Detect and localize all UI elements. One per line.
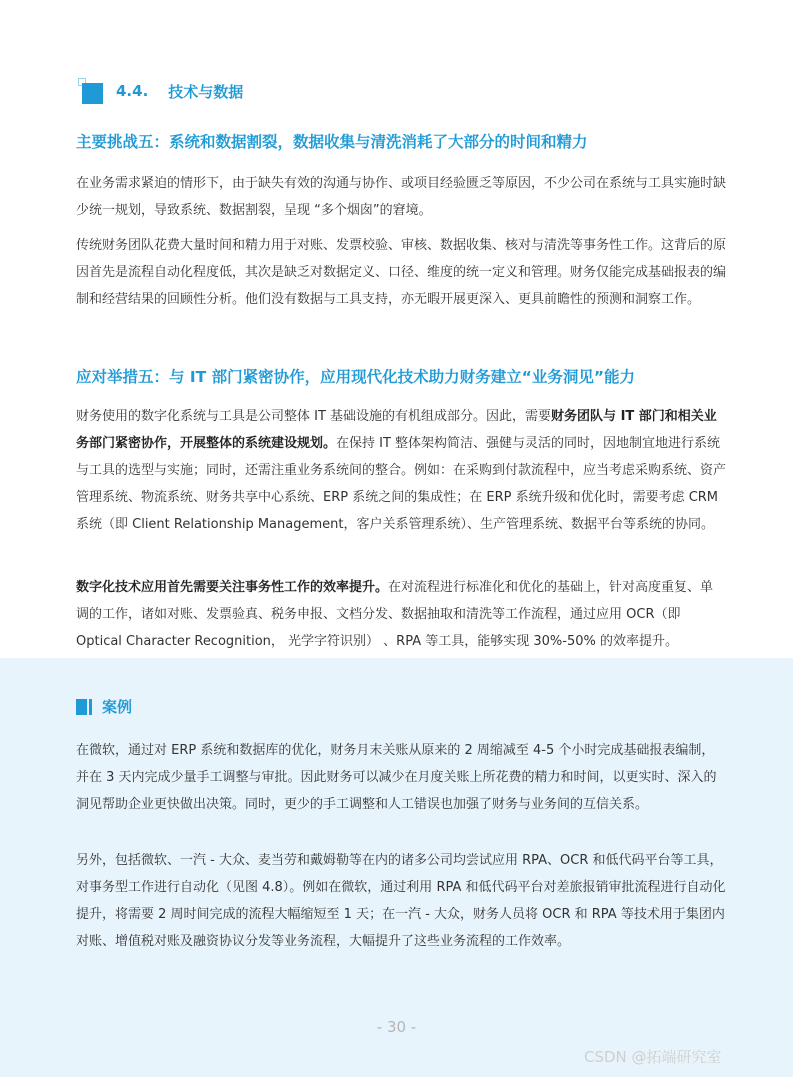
section-title: 技术与数据 bbox=[168, 82, 244, 101]
challenge-paragraph-1: 在业务需求紧迫的情形下，由于缺失有效的沟通与协作、或项目经验匮乏等原因，不少公司在系统与工具实施时缺少统一规划，导致系统、数据割裂，呈现 “多个烟囱”的窘境。 bbox=[76, 176, 727, 218]
case-paragraph-1: 在微软，通过对 ERP 系统和数据库的优化，财务月末关账从原来的 2 周缩减至 4-5 个小时完成基础报表编制，并在 3 天内完成少量手工调整与审批。因此财务可以减少在月度关账上所花费的精力和时间，以更实时、深入的洞见帮助企业更快做出决策。同时，更少的手工调整和人工错误也加强了财务与业务间的互信关系。 bbox=[76, 743, 717, 812]
watermark: CSDN @拓端研究室 bbox=[584, 1048, 722, 1066]
page-number: - 30 - bbox=[376, 1018, 417, 1036]
case-header bbox=[76, 696, 132, 717]
measure-heading: 应对举措五：与 IT 部门紧密协作，应用现代化技术助力财务建立“业务洞见”能力 bbox=[76, 368, 636, 386]
measure-p1-text-a: 财务使用的数字化系统与工具是公司整体 IT 基础设施的有机组成部分。因此，需要 bbox=[76, 409, 552, 424]
square-bullet-icon bbox=[78, 78, 104, 104]
case-paragraph-2: 另外，包括微软、一汽 - 大众、麦当劳和戴姆勒等在内的诸多公司均尝试应用 RPA、OCR 和低代码平台等工具，对事务型工作进行自动化（见图 4.8）。例如在微软，通过利用 RPA 和低代码平台对差旅报销审批流程进行自动化提升，将需要 2 周时间完成的流程大幅缩短至 1 天；在一汽 - 大众，财务人员将 OCR 和 RPA 等技术用于集团内对账、增值税对账及融资协议分发等业务流程，大幅提升了这些业务流程的工作效率。 bbox=[76, 853, 726, 949]
measure-p1-text-b: 在保持 IT 整体架构简洁、强健与灵活的同时，因地制宜地进行系统与工具的选型与实施；同时，还需注重业务系统间的整合。例如：在采购到付款流程中，应当考虑采购系统、资产管理系统、物流系统、财务共享中心系统、ERP 系统之间的集成性；在 ERP 系统升级和优化时，需要考虑 CRM 系统（即 Client Relationship Management，客户关系管理系统）、生产管理系统、数据平台等系统的协同。 bbox=[76, 436, 727, 532]
case-bar-icon bbox=[76, 699, 92, 715]
measure-paragraph-2 bbox=[76, 574, 726, 655]
measure-paragraph-1 bbox=[76, 403, 726, 538]
challenge-heading: 主要挑战五：系统和数据割裂，数据收集与清洗消耗了大部分的时间和精力 bbox=[76, 133, 588, 151]
section-header bbox=[78, 76, 243, 106]
measure-p2-bold: 数字化技术应用首先需要关注事务性工作的效率提升。 bbox=[76, 580, 389, 595]
measure-p2-text: 在对流程进行标准化和优化的基础上，针对高度重复、单调的工作，诸如对账、发票验真、税务申报、文档分发、数据抽取和清洗等工作流程，通过应用 OCR（即 Optical Character Recognition， 光学字符识别） 、RPA 等工具，能够实现 30%-50% 的效率提升。 bbox=[76, 580, 714, 649]
measure-p1-bold: 财务团队与 IT 部门和相关业务部门紧密协作，开展整体的系统建设规划。 bbox=[76, 409, 717, 451]
section-number: 4.4. bbox=[116, 82, 149, 100]
challenge-paragraph-2: 传统财务团队花费大量时间和精力用于对账、发票校验、审核、数据收集、核对与清洗等事务性工作。这背后的原因首先是流程自动化程度低，其次是缺乏对数据定义、口径、维度的统一定义和管理。财务仅能完成基础报表的编制和经营结果的回顾性分析。他们没有数据与工具支持，亦无暇开展更深入、更具前瞻性的预测和洞察工作。 bbox=[76, 238, 727, 307]
case-title: 案例 bbox=[102, 698, 133, 716]
